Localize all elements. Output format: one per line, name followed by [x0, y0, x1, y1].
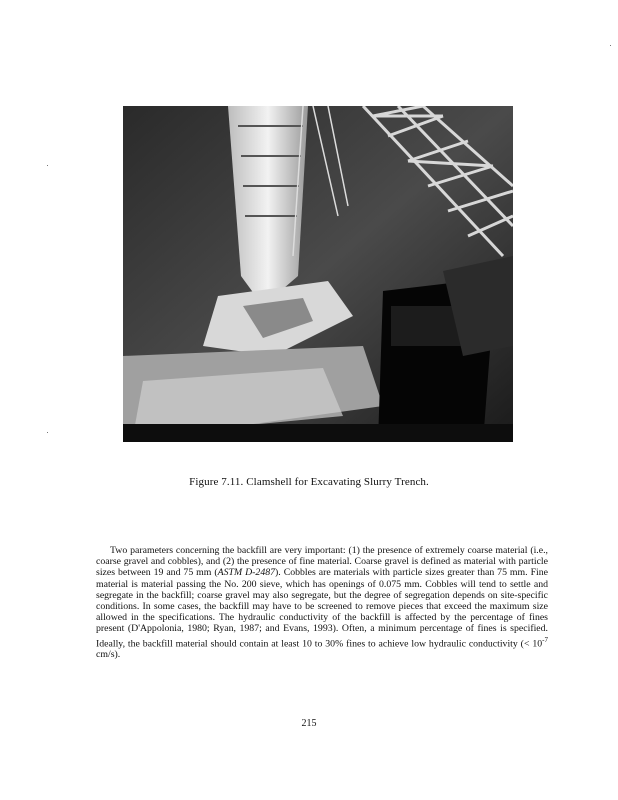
- figure-caption-text: Clamshell for Excavating Slurry Trench.: [246, 476, 429, 488]
- paragraph-part-1: Two parameters concerning the backfill are very important: (1) the presence of extremely coarse material (i.e., coarse gravel and cobbles), and (2) the presence of fine material. Coarse gravel is defined as material with particle sizes between 19 and 75 mm (: [96, 545, 548, 579]
- scan-speck: [47, 165, 48, 166]
- scan-speck: [610, 45, 611, 46]
- figure-label: Figure 7.11.: [189, 476, 244, 488]
- paragraph: [96, 545, 548, 660]
- figure-caption: [0, 476, 618, 488]
- exponent: -7: [542, 635, 548, 644]
- scan-speck: [47, 432, 48, 433]
- page-number: 215: [301, 718, 317, 729]
- photo-illustration: [123, 106, 513, 442]
- paragraph-part-3: cm/s).: [96, 649, 121, 661]
- paragraph-part-2: ). Cobbles are materials with particle sizes greater than 75 mm. Fine material is material passing the No. 200 sieve, which has openings of 0.075 mm. Cobbles will tend to settle and segregate in the backfill; coarse gravel may also segregate, but the degree of segregation depends on site-specific conditions. In some cases, the backfill may have to be screened to remove pieces that exceed the maximum size allowed in the specifications. The hydraulic conductivity of the backfill is affected by the percentage of fines present (D'Appolonia, 1980; Ryan, 1987; and Evans, 1993). Often, a minimum percentage of fines is specified. Ideally, the backfill material should contain at least 10 to 30% fines to achieve low hydraulic conductivity (< 10: [96, 567, 548, 649]
- body-paragraph: [96, 545, 548, 660]
- clamshell-photograph: [123, 106, 513, 442]
- astm-reference: ASTM D-2487: [217, 567, 276, 579]
